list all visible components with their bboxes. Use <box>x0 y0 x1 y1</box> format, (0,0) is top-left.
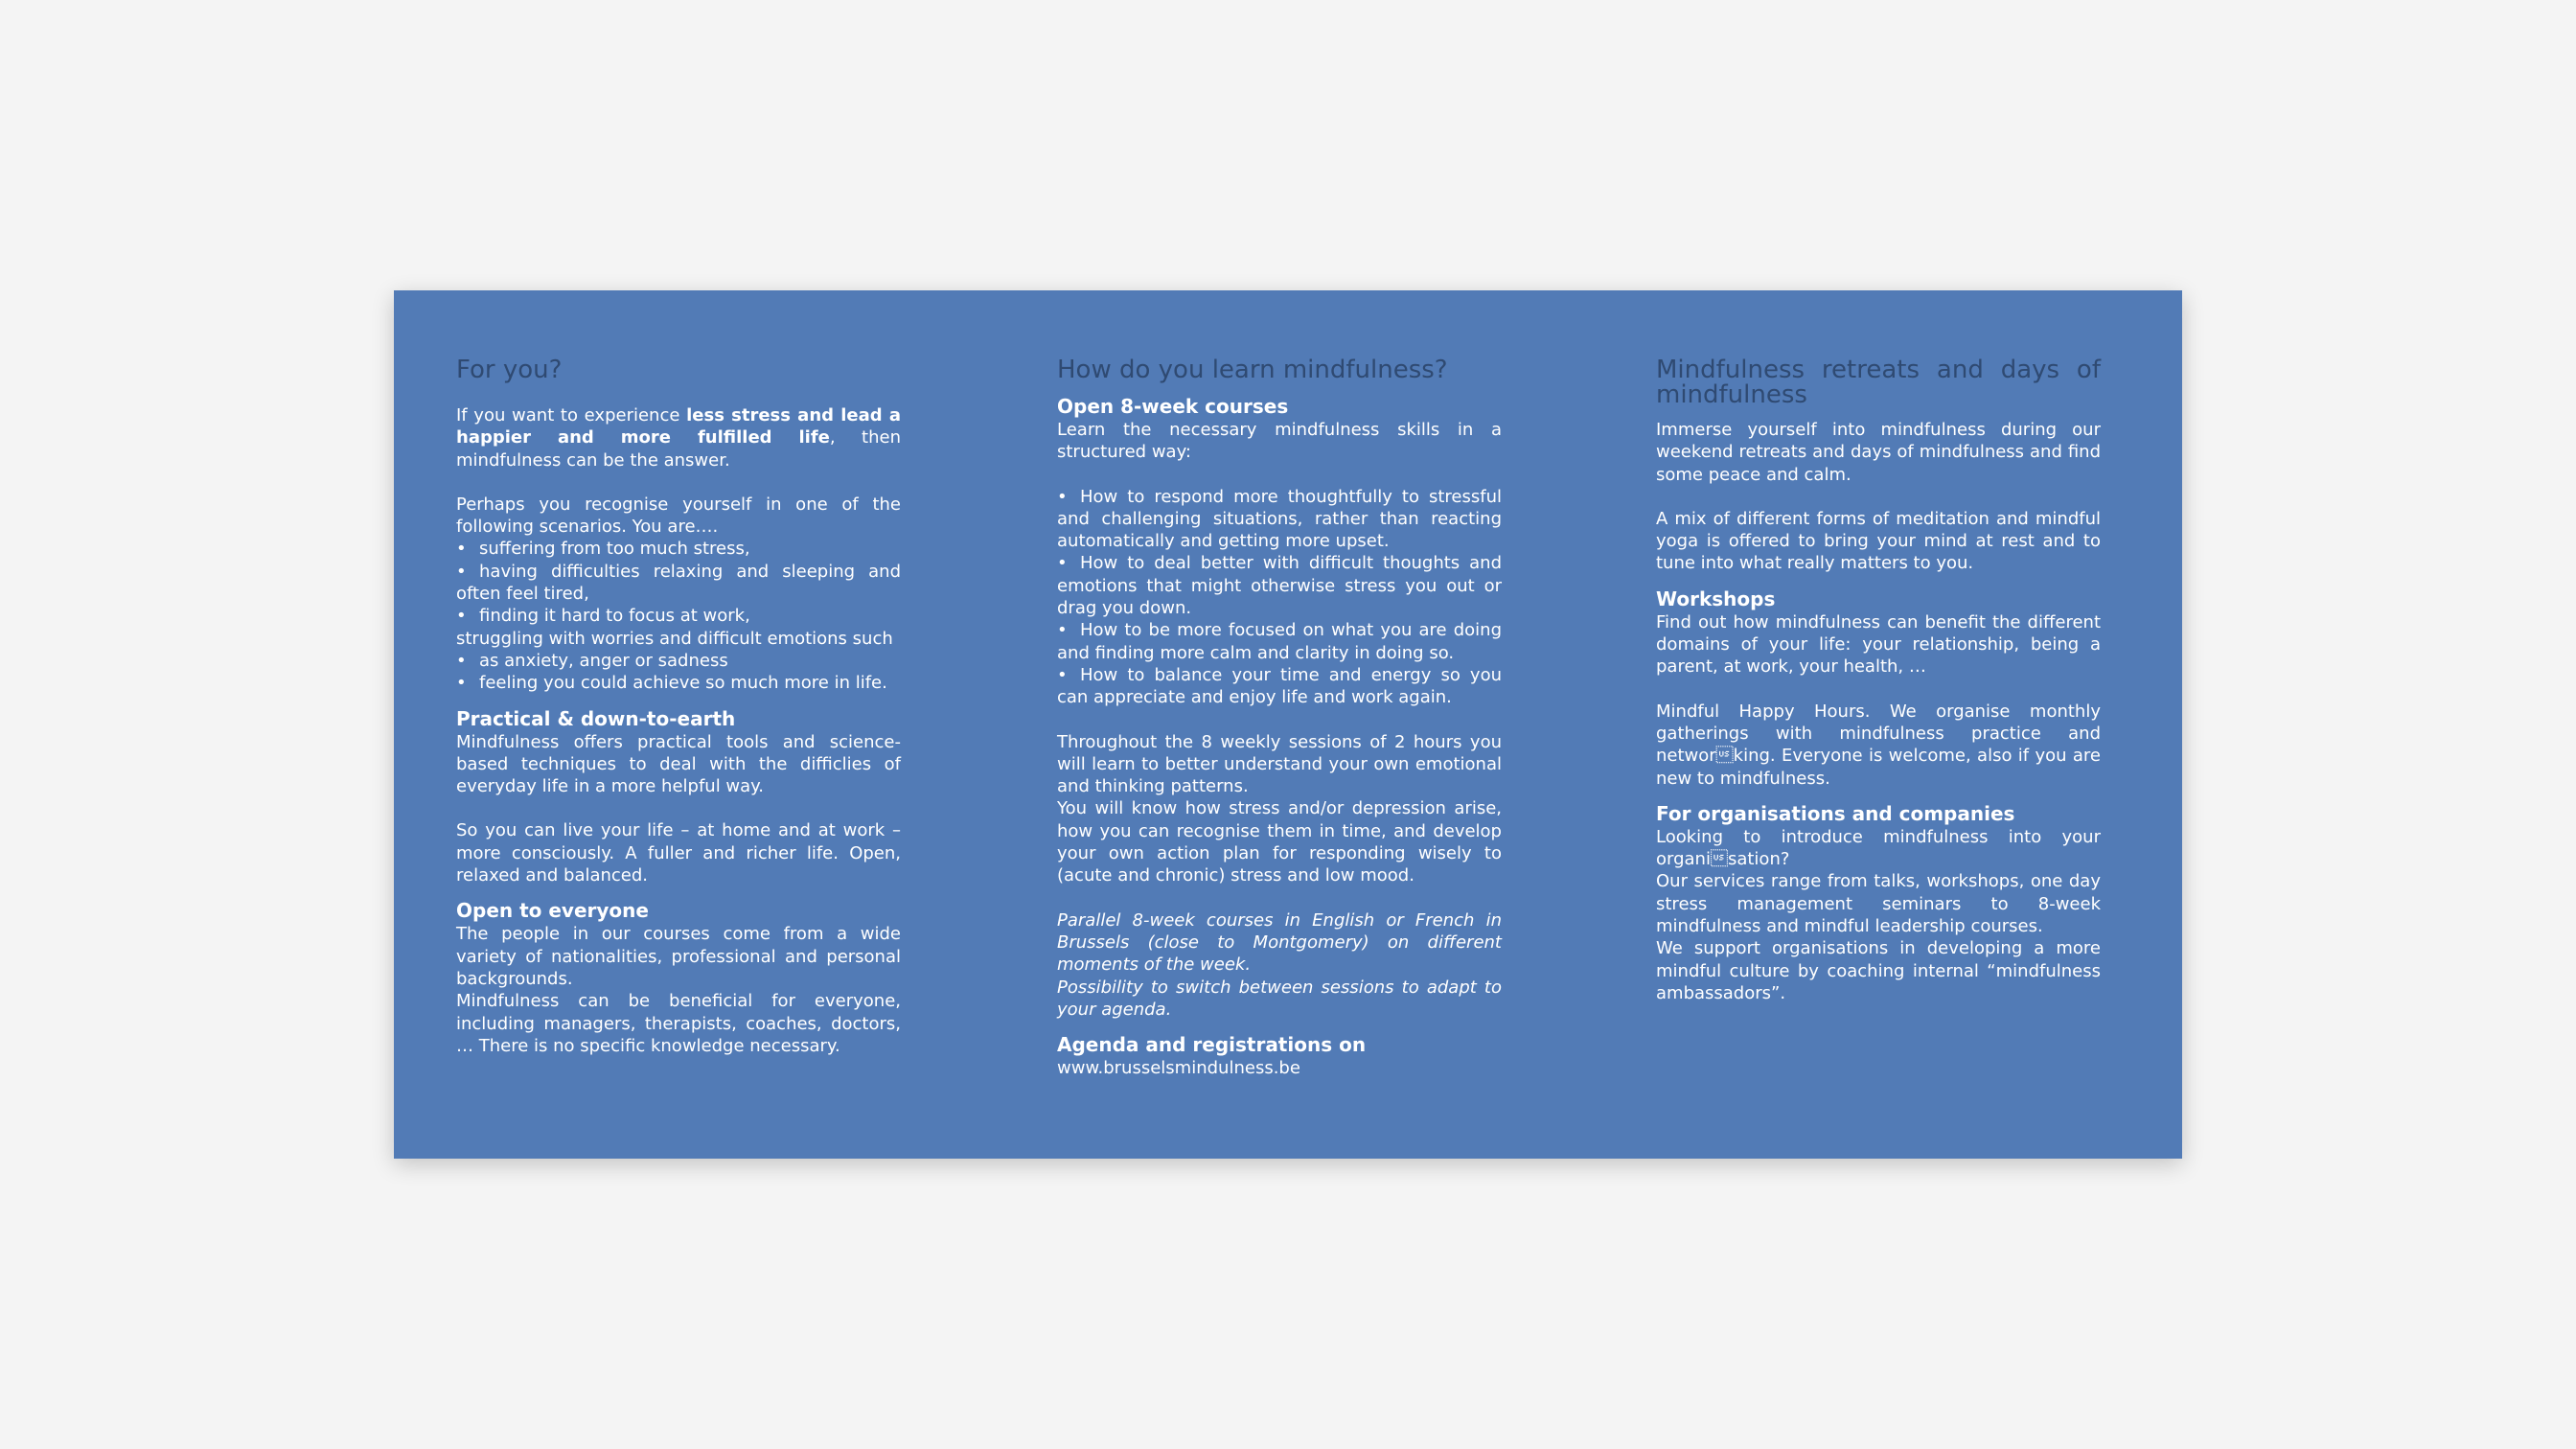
scenarios-intro: Perhaps you recognise yourself in one of the following scenarios. You are…. <box>456 494 901 538</box>
open-paragraph: The people in our courses come from a wide variety of nationalities, professional and personal backgrounds. <box>456 924 901 989</box>
organisations-paragraph: Looking to introduce mindfulness into your organi sation? <box>1656 826 2101 870</box>
bullet-icon: • <box>1057 553 1068 574</box>
section-title: Mindfulness retreats and days of mindfulness <box>1656 356 2101 409</box>
services-paragraph: Our services range from talks, workshops, one day stress management seminars to 8-week mindfulness and mindful leadership courses. <box>1656 871 2101 937</box>
website-link[interactable]: www.brusselsmindulness.be <box>1057 1058 1300 1079</box>
list-item: • suffering from too much stress, <box>456 539 750 560</box>
sessions-paragraph: Throughout the 8 weekly sessions of 2 hours you will learn to better understand your own emotional and thinking patterns. <box>1057 731 1502 797</box>
section-title: How do you learn mindfulness? <box>1057 356 1448 384</box>
heading-courses: Open 8-week courses <box>1057 395 1289 418</box>
bullet-icon: • <box>456 650 467 671</box>
list-item: • finding it hard to focus at work, <box>456 606 750 627</box>
heading-practical: Practical & down-to-earth <box>456 706 736 730</box>
list-item: • feeling you could achieve so much more in life. <box>456 673 887 694</box>
list-item: • How to respond more thoughtfully to stressful and challenging situations, rather than reacting automatically and getting more upset. <box>1057 486 1502 552</box>
column-retreats <box>1656 357 2101 1004</box>
open-paragraph-2: Mindfulness can be beneficial for everyone, including managers, therapists, coaches, doctors, … There is no specific knowledge necessary. <box>456 991 901 1056</box>
heading-organisations: For organisations and companies <box>1656 801 2015 825</box>
list-item: struggling with worries and difficult emotions such <box>456 628 893 649</box>
list-item: • How to balance your time and energy so you can appreciate and enjoy life and work again. <box>1057 664 1502 708</box>
bullet-icon: • <box>456 561 467 582</box>
section-title: For you? <box>456 356 563 384</box>
practical-paragraph: Mindfulness offers practical tools and science-based techniques to deal with the difficlies of everyday life in a more helpful way. <box>456 731 901 797</box>
courses-intro: Learn the necessary mindfulness skills in a structured way: <box>1057 420 1502 463</box>
support-paragraph: We support organisations in developing a more mindful culture by coaching internal “mindfulness ambassadors”. <box>1656 938 2101 1003</box>
bullet-icon: • <box>456 539 467 560</box>
bullet-icon: • <box>456 606 467 627</box>
column-for-you <box>456 357 901 1057</box>
practical-paragraph-2: So you can live your life – at home and at work – more consciously. A fuller and richer life. Open, relaxed and balanced. <box>456 820 901 886</box>
bullet-icon: • <box>1057 486 1068 507</box>
intro-paragraph: If you want to experience less stress and lead a happier and more fulfilled life, then mindfulness can be the answer. <box>456 405 901 471</box>
list-item: • as anxiety, anger or sadness <box>456 650 728 671</box>
column-learn-mindfulness <box>1057 357 1502 1079</box>
schedule-note: Parallel 8-week courses in English or French in Brussels (close to Montgomery) on different moments of the week. <box>1057 909 1502 976</box>
heading-agenda: Agenda and registrations on <box>1057 1033 1367 1057</box>
happy-hours-paragraph: Mindful Happy Hours. We organise monthly gatherings with mindfulness practice and networ king. Everyone is welcome, also if you are new to mindfulness. <box>1656 701 2101 789</box>
heading-open-to-everyone: Open to everyone <box>456 899 649 923</box>
workshops-paragraph: Find out how mindfulness can benefit the different domains of your life: your relationship, being a parent, at work, your health, … <box>1656 611 2101 678</box>
list-item: • How to deal better with difficult thoughts and emotions that might otherwise stress you out or drag you down. <box>1057 553 1502 619</box>
bullet-icon: • <box>456 673 467 694</box>
bullet-icon: • <box>1057 664 1068 685</box>
list-item: • having difficulties relaxing and sleeping and often feel tired, <box>456 561 901 605</box>
retreats-paragraph: Immerse yourself into mindfulness during our weekend retreats and days of mindfulness and find some peace and calm. <box>1656 420 2101 485</box>
list-item: • How to be more focused on what you are doing and finding more calm and clarity in doing so. <box>1057 620 1502 663</box>
bullet-icon: • <box>1057 620 1068 641</box>
retreats-paragraph-2: A mix of different forms of meditation and mindful yoga is offered to bring your mind at rest and to tune into what really matters to you. <box>1656 508 2101 574</box>
sessions-paragraph-2: You will know how stress and/or depression arise, how you can recognise them in time, and develop your own action plan for responding wisely to (acute and chronic) stress and low mood. <box>1057 798 1502 886</box>
switch-note: Possibility to switch between sessions to adapt to your agenda. <box>1057 977 1502 1020</box>
heading-workshops: Workshops <box>1656 586 1776 610</box>
brochure-panel <box>394 290 2182 1159</box>
